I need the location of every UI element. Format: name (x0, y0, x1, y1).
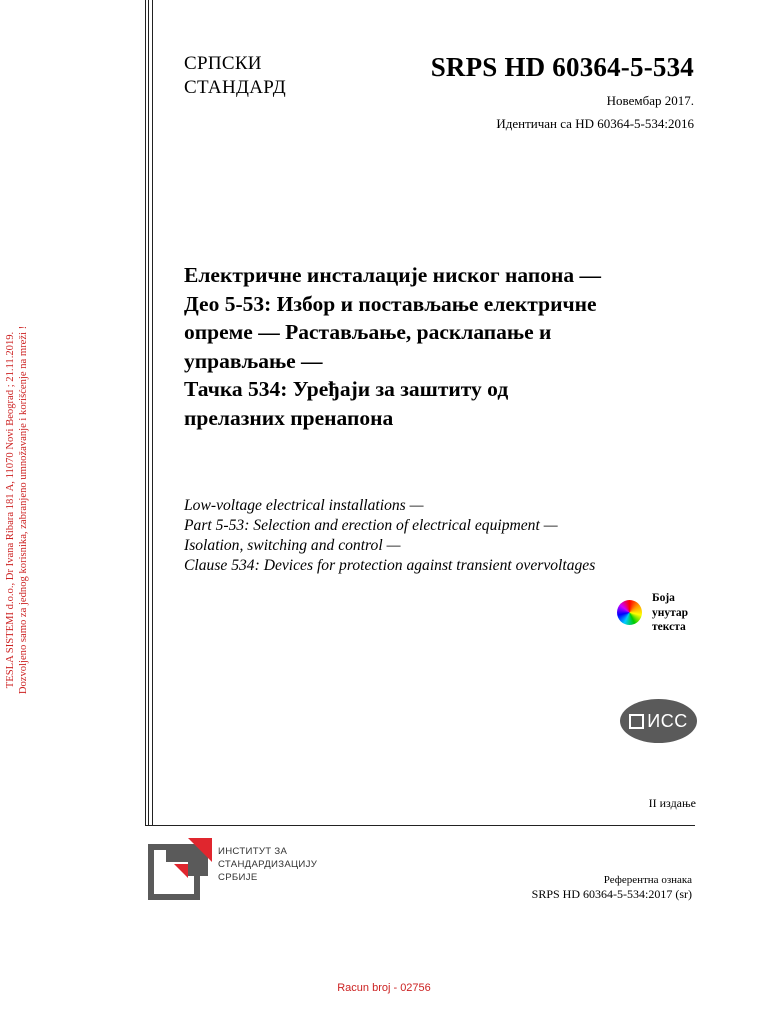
frame-line-outer (145, 0, 146, 826)
institute-name (218, 845, 317, 884)
iss-logo (620, 699, 697, 743)
title-serbian (184, 261, 704, 433)
institute-name-line: СРБИЈЕ (218, 872, 258, 883)
color-note (652, 591, 688, 635)
license-line-2: Dozvoljeno samo za jednog korisnika, zabranjeno umnožavanje i korišćenje na mreži ! (18, 325, 30, 695)
frame-line-middle (148, 0, 149, 826)
title-serbian-line: прелазних пренапона (184, 405, 394, 430)
title-english-line: Low-voltage electrical installations — (184, 497, 424, 514)
frame-line-inner (152, 0, 153, 826)
invoice-number: Racun broj - 02756 (337, 982, 431, 994)
institute-logo-icon (144, 836, 212, 900)
institute-name-line: СТАНДАРДИЗАЦИЈУ (218, 859, 318, 870)
frame-bottom-line (145, 825, 695, 826)
title-english-line: Clause 534: Devices for protection against transient overvoltages (184, 557, 596, 574)
standard-kind (184, 52, 286, 100)
reference-code: SRPS HD 60364-5-534:2017 (sr) (531, 887, 692, 901)
reference-label: Референтна ознака (603, 874, 692, 886)
title-serbian-line: Електричне инсталације ниског напона — (184, 263, 601, 287)
title-serbian-line: опреме — Растављање, расклапање и (184, 320, 552, 345)
standard-kind-line-1: СРПСКИ (184, 53, 262, 74)
color-note-line: унутар (652, 606, 689, 619)
identical-with: Идентичан са HD 60364-5-534:2016 (496, 116, 694, 131)
standard-kind-line-2: СТАНДАРД (184, 77, 286, 98)
title-serbian-line: Део 5-53: Избор и постављање електричне (184, 291, 597, 316)
license-line-1: TESLA SISTEMI d.o.o., Dr Ivana Ribara 181 A, 11070 Novi Beograd ; 21.11.2019. (5, 331, 17, 689)
iss-logo-text: ИСС (647, 710, 688, 731)
license-watermark (2, 296, 32, 724)
title-english (184, 496, 704, 576)
title-english-line: Part 5-53: Selection and erection of electrical equipment — (184, 517, 558, 534)
institute-name-line: ИНСТИТУТ ЗА (218, 846, 288, 857)
color-wheel-icon (617, 600, 642, 625)
title-serbian-line: Тачка 534: Уређаји за заштиту од (184, 377, 509, 402)
color-note-line: Боја (652, 592, 675, 604)
standard-code: SRPS HD 60364-5-534 (430, 52, 694, 82)
publication-date: Новембар 2017. (606, 93, 694, 108)
edition-label: II издање (648, 796, 696, 810)
title-english-line: Isolation, switching and control — (184, 537, 401, 554)
title-serbian-line: управљање — (184, 348, 323, 373)
iss-logo-square-icon (629, 714, 644, 729)
color-note-line: текста (652, 621, 686, 633)
